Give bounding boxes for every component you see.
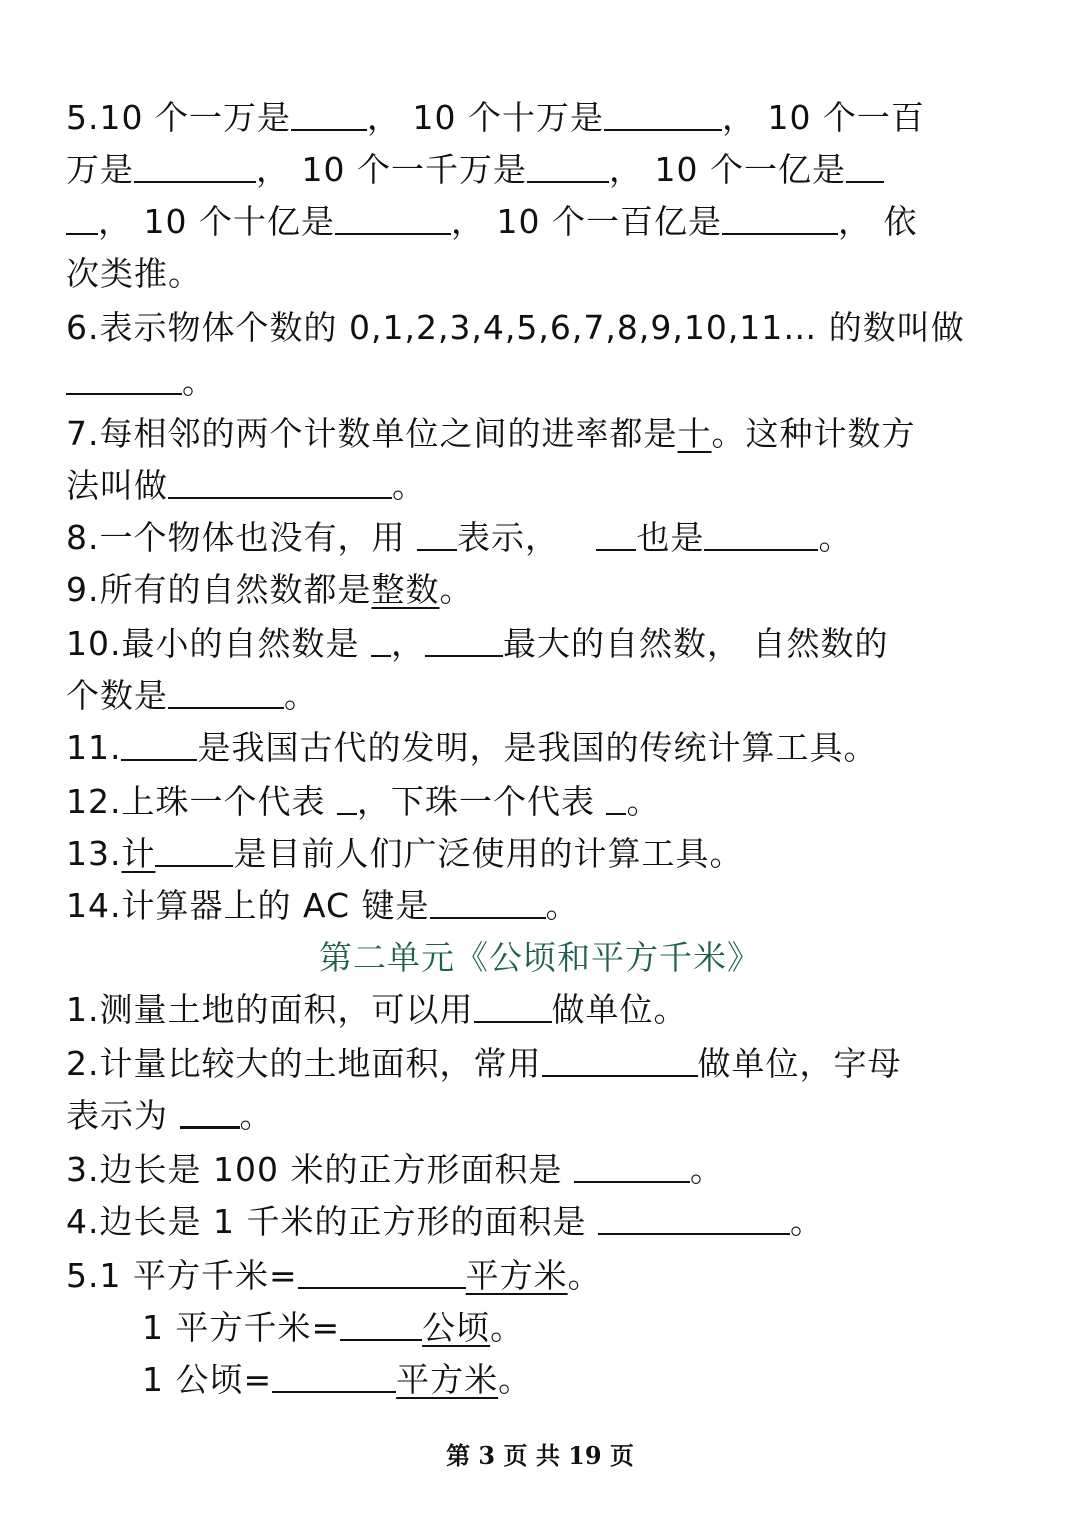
u2-q1-line: 1.测量土地的面积，可以用 做单位。 [66,990,688,1029]
q5-line-4: 次类推。 [66,254,202,293]
u2-q2-line-2: 表示为 。 [66,1096,274,1135]
blank[interactable] [527,151,609,183]
q6-line-1: 6.表示物体个数的 0,1,2,3,4,5,6,7,8,9,10,11… 的数叫做 [66,308,965,347]
blank[interactable] [134,151,256,183]
blank[interactable] [604,99,722,131]
blank[interactable] [298,1257,466,1289]
blank[interactable] [340,1309,422,1341]
u2-q2-line-1: 2.计量比较大的土地面积，常用 做单位，字母 [66,1044,902,1083]
q12-line: 12.上珠一个代表 ，下珠一个代表 。 [66,782,661,821]
blank[interactable] [704,519,818,551]
blank[interactable] [180,1096,240,1129]
blank[interactable] [425,625,503,657]
blank[interactable] [155,835,233,867]
q5-line-3: ， 10 个十亿是 ， 10 个一百亿是 ， 依 [66,200,1016,244]
u2-q4-line: 4.边长是 1 千米的正方形的面积是 。 [66,1202,824,1241]
blank[interactable] [722,203,838,235]
blank[interactable] [272,1361,396,1393]
q6-line-2: 。 [66,360,1016,404]
blank[interactable] [598,1203,790,1235]
blank[interactable] [335,203,451,235]
blank[interactable] [474,991,552,1023]
blank[interactable] [66,203,98,235]
u2-q5-line-2: 1 平方千米= 公顷。 [142,1308,525,1347]
q8-line: 8.一个物体也没有，用 表示， 也是 。 [66,518,853,557]
q5-line-2: 万是 ， 10 个一千万是 ， 10 个一亿是 [66,148,1016,192]
blank[interactable] [417,519,457,551]
q7-line-1: 7.每相邻的两个计数单位之间的进率都是十。这种计数方 [66,414,916,453]
unit2-heading: 第二单元《公顷和平方千米》 [319,938,761,977]
q11-line: 11. 是我国古代的发明，是我国的传统计算工具。 [66,728,878,767]
u2-q3-line: 3.边长是 100 米的正方形面积是 。 [66,1150,724,1189]
blank[interactable] [337,783,357,815]
q9-line: 9.所有的自然数都是整数。 [66,570,474,609]
blank[interactable] [846,151,884,183]
blank[interactable] [66,363,182,395]
q7-line-2: 法叫做 。 [66,466,426,505]
q14-line: 14.计算器上的 AC 键是 。 [66,886,580,925]
q5-line-1: 5.10 个一万是 ， 10 个十万是 ， 10 个一百 [66,98,925,137]
blank[interactable] [168,677,284,709]
blank[interactable] [574,1151,690,1183]
blank[interactable] [291,99,367,131]
blank[interactable] [430,887,546,919]
q13-line: 13.计 是目前人们广泛使用的计算工具。 [66,834,744,873]
blank[interactable] [121,729,197,761]
blank[interactable] [596,519,636,551]
q10-line-2: 个数是 。 [66,676,318,715]
blank[interactable] [168,467,392,499]
blank[interactable] [542,1045,698,1077]
blank[interactable] [371,625,391,657]
blank[interactable] [606,783,626,815]
q10-line-1: 10.最小的自然数是 ， 最大的自然数， 自然数的 [66,624,889,663]
u2-q5-line-1: 5.1 平方千米= 平方米。 [66,1256,602,1295]
page-footer: 第 3 页 共 19 页 [446,1441,634,1470]
u2-q5-line-3: 1 公顷= 平方米。 [142,1360,533,1399]
